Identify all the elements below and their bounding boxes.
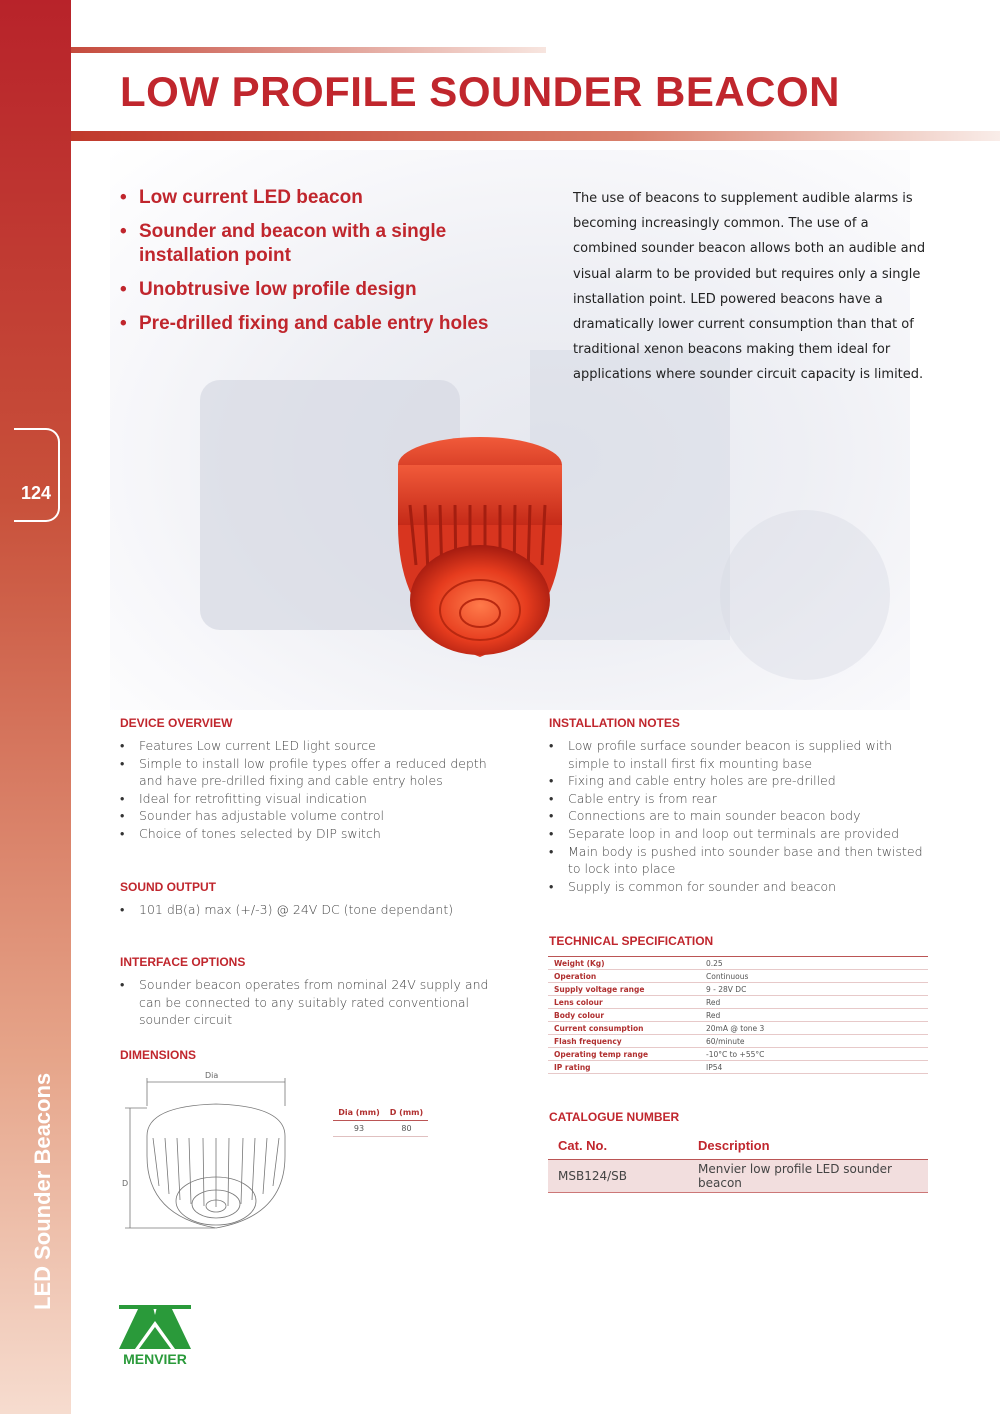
table-row — [548, 1035, 928, 1048]
spec-key: IP rating — [548, 1061, 700, 1074]
table-row — [548, 1009, 928, 1022]
spec-key: Supply voltage range — [548, 983, 700, 996]
list-item: • Sounder beacon operates from nominal 24V supply and can be connected to any suitably rated conventional sounder circuit — [120, 976, 500, 1029]
column-header: Dia (mm) — [333, 1108, 385, 1121]
sound-output-heading: SOUND OUTPUT — [120, 880, 216, 894]
spec-key: Operating temp range — [548, 1048, 700, 1061]
spec-value: 60/minute — [700, 1035, 928, 1048]
page-number: 124 — [20, 483, 52, 503]
spec-value: 9 - 28V DC — [700, 983, 928, 996]
spec-key: Current consumption — [548, 1022, 700, 1035]
spec-key: Weight (Kg) — [548, 957, 700, 970]
interface-options-heading: INTERFACE OPTIONS — [120, 955, 246, 969]
list-item: • Choice of tones selected by DIP switch — [120, 825, 500, 843]
spec-value: Red — [700, 996, 928, 1009]
table-row — [548, 1022, 928, 1035]
table-row — [548, 1061, 928, 1074]
list-item: • Low profile surface sounder beacon is supplied with simple to install first fix mounting base — [549, 737, 929, 772]
title-rule — [71, 131, 1000, 141]
table-cell: 80 — [385, 1121, 428, 1137]
table-row — [548, 1160, 928, 1193]
list-item: • Sounder has adjustable volume control — [120, 807, 500, 825]
list-item: • Main body is pushed into sounder base and then twisted to lock into place — [549, 843, 929, 878]
spec-value: 0.25 — [700, 957, 928, 970]
section-label: LED Sounder Beacons — [30, 1072, 55, 1310]
dimensions-heading: DIMENSIONS — [120, 1048, 197, 1062]
spec-key: Lens colour — [548, 996, 700, 1009]
table-row — [548, 957, 928, 970]
spec-value: Continuous — [700, 970, 928, 983]
sound-output-list — [120, 901, 510, 919]
list-item: • Connections are to main sounder beacon body — [549, 807, 929, 825]
top-rule — [71, 47, 546, 53]
page-number-tab — [14, 428, 60, 522]
spec-key: Operation — [548, 970, 700, 983]
installation-notes-heading: INSTALLATION NOTES — [549, 716, 680, 730]
technical-specification-heading: TECHNICAL SPECIFICATION — [549, 934, 714, 948]
list-item: • Supply is common for sounder and beacon — [549, 878, 929, 896]
device-overview-list — [120, 737, 500, 843]
spec-key: Flash frequency — [548, 1035, 700, 1048]
column-header: D (mm) — [385, 1108, 428, 1121]
spec-key: Body colour — [548, 1009, 700, 1022]
catalogue-table — [548, 1138, 928, 1193]
dimension-drawing — [125, 1076, 300, 1236]
catalogue-description: Menvier low profile LED sounder beacon — [688, 1160, 928, 1193]
table-cell: 93 — [333, 1121, 385, 1137]
feature-item: • Pre-drilled fixing and cable entry holes — [120, 312, 540, 336]
intro-paragraph: The use of beacons to supplement audible alarms is becoming increasingly common. The use of a combined sounder beacon allows both an audible and visual alarm to be provided but requires only a single installation point. LED powered beacons have a dramatically lower current consumption than that of traditional xenon beacons making them ideal for applications where sounder circuit capacity is limited. — [573, 191, 926, 383]
list-item: • Features Low current LED light source — [120, 737, 500, 755]
beacon-product-image — [380, 425, 580, 665]
feature-item: • Unobtrusive low profile design — [120, 278, 540, 302]
column-header: Description — [688, 1138, 928, 1160]
dia-label: Dia — [205, 1071, 219, 1080]
interface-options-list — [120, 976, 500, 1029]
device-overview-heading: DEVICE OVERVIEW — [120, 716, 233, 730]
list-item: • Simple to install low profile types offer a reduced depth and have pre-drilled fixing and cable entry holes — [120, 755, 500, 790]
spec-value: 20mA @ tone 3 — [700, 1022, 928, 1035]
list-item: • Ideal for retrofitting visual indication — [120, 790, 500, 808]
list-item: • Separate loop in and loop out terminals are provided — [549, 825, 929, 843]
catalogue-number-heading: CATALOGUE NUMBER — [549, 1110, 680, 1124]
list-item: • Fixing and cable entry holes are pre-drilled — [549, 772, 929, 790]
catalogue-number: MSB124/SB — [548, 1160, 688, 1193]
logo-wordmark: MENVIER — [123, 1351, 187, 1367]
feature-item: • Low current LED beacon — [120, 186, 540, 210]
table-row — [548, 1048, 928, 1061]
feature-list — [120, 186, 540, 346]
feature-item: • Sounder and beacon with a single installation point — [120, 220, 540, 268]
column-header: Cat. No. — [548, 1138, 688, 1160]
depth-label: D — [122, 1179, 129, 1188]
spec-value: Red — [700, 1009, 928, 1022]
technical-specification-table — [548, 956, 928, 1074]
list-item: • 101 dB(a) max (+/-3) @ 24V DC (tone dependant) — [120, 901, 510, 919]
table-row — [548, 983, 928, 996]
dimensions-table — [333, 1108, 428, 1137]
installation-notes-list — [549, 737, 929, 895]
menvier-logo-icon — [117, 1305, 193, 1351]
page-title: LOW PROFILE SOUNDER BEACON — [120, 68, 841, 115]
spec-value: IP54 — [700, 1061, 928, 1074]
table-row — [548, 970, 928, 983]
table-row — [548, 996, 928, 1009]
spec-value: -10°C to +55°C — [700, 1048, 928, 1061]
list-item: • Cable entry is from rear — [549, 790, 929, 808]
